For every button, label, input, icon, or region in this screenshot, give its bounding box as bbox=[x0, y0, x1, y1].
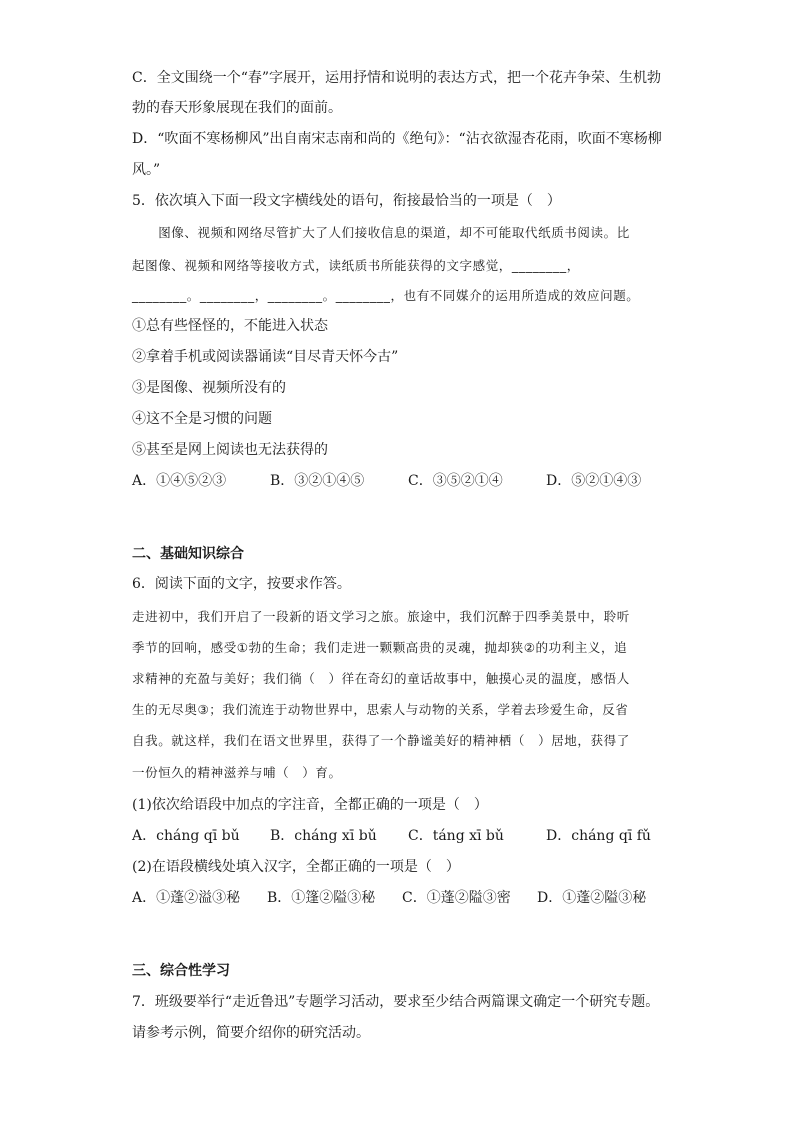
q5-passage-line3: ________。________，________。________，也有不同媒介的运用所造成的效应问题。 bbox=[132, 288, 640, 303]
q5-option-b: B．③②①④⑤ bbox=[270, 473, 365, 489]
section-3-title: 三、综合性学习 bbox=[132, 963, 230, 979]
q7-stem-line2: 请参考示例，简要介绍你的研究活动。 bbox=[132, 1025, 370, 1041]
q4-option-c-line2: 勃的春天形象展现在我们的面前。 bbox=[132, 100, 342, 116]
q5-item-3: ③是图像、视频所没有的 bbox=[132, 380, 286, 396]
q5-item-1: ①总有些怪怪的，不能进入状态 bbox=[132, 318, 328, 334]
q6-passage-line5: 自我。就这样，我们在语文世界里，获得了一个静谧美好的精神栖（ ）居地，获得了 bbox=[132, 733, 630, 748]
q5-option-a: A．①④⑤②③ bbox=[132, 473, 227, 489]
q6-sub2-option-c: C．①蓬②隘③密 bbox=[402, 890, 511, 906]
q6-passage-line6: 一份恒久的精神滋养与哺（ ）育。 bbox=[132, 765, 342, 780]
q5-passage-line2: 起图像、视频和网络等接收方式，读纸质书所能获得的文字感觉，________， bbox=[132, 258, 580, 273]
q6-sub2-stem: (2)在语段横线处填入汉字，全都正确的一项是（ ） bbox=[132, 859, 460, 875]
q6-stem: 6．阅读下面的文字，按要求作答。 bbox=[132, 576, 351, 592]
q6-passage-line2: 季节的回响，感受①勃的生命；我们走进一颗颗高贵的灵魂，抛却狭②的功利主义，追 bbox=[132, 640, 628, 655]
q6-sub1-stem: (1)依次给语段中加点的字注音，全都正确的一项是（ ） bbox=[132, 797, 488, 813]
q6-sub1-option-b: B．cháng xī bǔ bbox=[270, 828, 377, 844]
q7-stem-line1: 7．班级要举行“走近鲁迅”专题学习活动，要求至少结合两篇课文确定一个研究专题。 bbox=[132, 994, 660, 1010]
q6-passage-line1: 走进初中，我们开启了一段新的语文学习之旅。旅途中，我们沉醉于四季美景中，聆听 bbox=[132, 609, 630, 624]
q4-option-d-line1: D．“吹面不寒杨柳风”出自南宋志南和尚的《绝句》：“沾衣欲湿杏花雨，吹面不寒杨柳 bbox=[132, 131, 662, 147]
q6-passage-line3: 求精神的充盈与美好；我们徜（ ）徉在奇幻的童话故事中，触摸心灵的温度，感悟人 bbox=[132, 671, 630, 686]
q4-option-c-line1: C．全文围绕一个“春”字展开，运用抒情和说明的表达方式，把一个花卉争荣、生机勃 bbox=[132, 70, 662, 86]
q6-sub1-option-d: D．cháng qī fǔ bbox=[546, 828, 651, 844]
q6-sub1-option-c: C．táng xī bǔ bbox=[408, 828, 504, 844]
q4-option-d-line2: 风。” bbox=[132, 162, 161, 178]
q6-sub2-option-b: B．①篷②隘③秘 bbox=[267, 890, 376, 906]
q5-option-d: D．⑤②①④③ bbox=[546, 473, 642, 489]
section-2-title: 二、基础知识综合 bbox=[132, 546, 244, 562]
q6-sub1-options bbox=[132, 826, 651, 846]
q5-item-5: ⑤甚至是网上阅读也无法获得的 bbox=[132, 442, 328, 458]
q5-options bbox=[132, 471, 641, 491]
q6-sub2-option-d: D．①蓬②隘③秘 bbox=[537, 890, 647, 906]
q5-stem: 5．依次填入下面一段文字横线处的语句，衔接最恰当的一项是（ ） bbox=[132, 193, 561, 209]
q6-sub1-option-a: A．cháng qī bǔ bbox=[132, 828, 240, 844]
q6-passage-line4: 生的无尽奥③；我们流连于动物世界中，思索人与动物的关系，学着去珍爱生命，反省 bbox=[132, 702, 629, 717]
q5-item-4: ④这不全是习惯的问题 bbox=[132, 411, 272, 427]
q5-item-2: ②拿着手机或阅读器诵读“目尽青天怀今古” bbox=[132, 349, 399, 365]
q5-option-c: C．③⑤②①④ bbox=[408, 473, 503, 489]
q5-passage-line1: 图像、视频和网络尽管扩大了人们接收信息的渠道，却不可能取代纸质书阅读。比 bbox=[132, 225, 630, 240]
q6-sub2-options bbox=[132, 888, 646, 908]
q6-sub2-option-a: A．①蓬②溢③秘 bbox=[132, 890, 241, 906]
